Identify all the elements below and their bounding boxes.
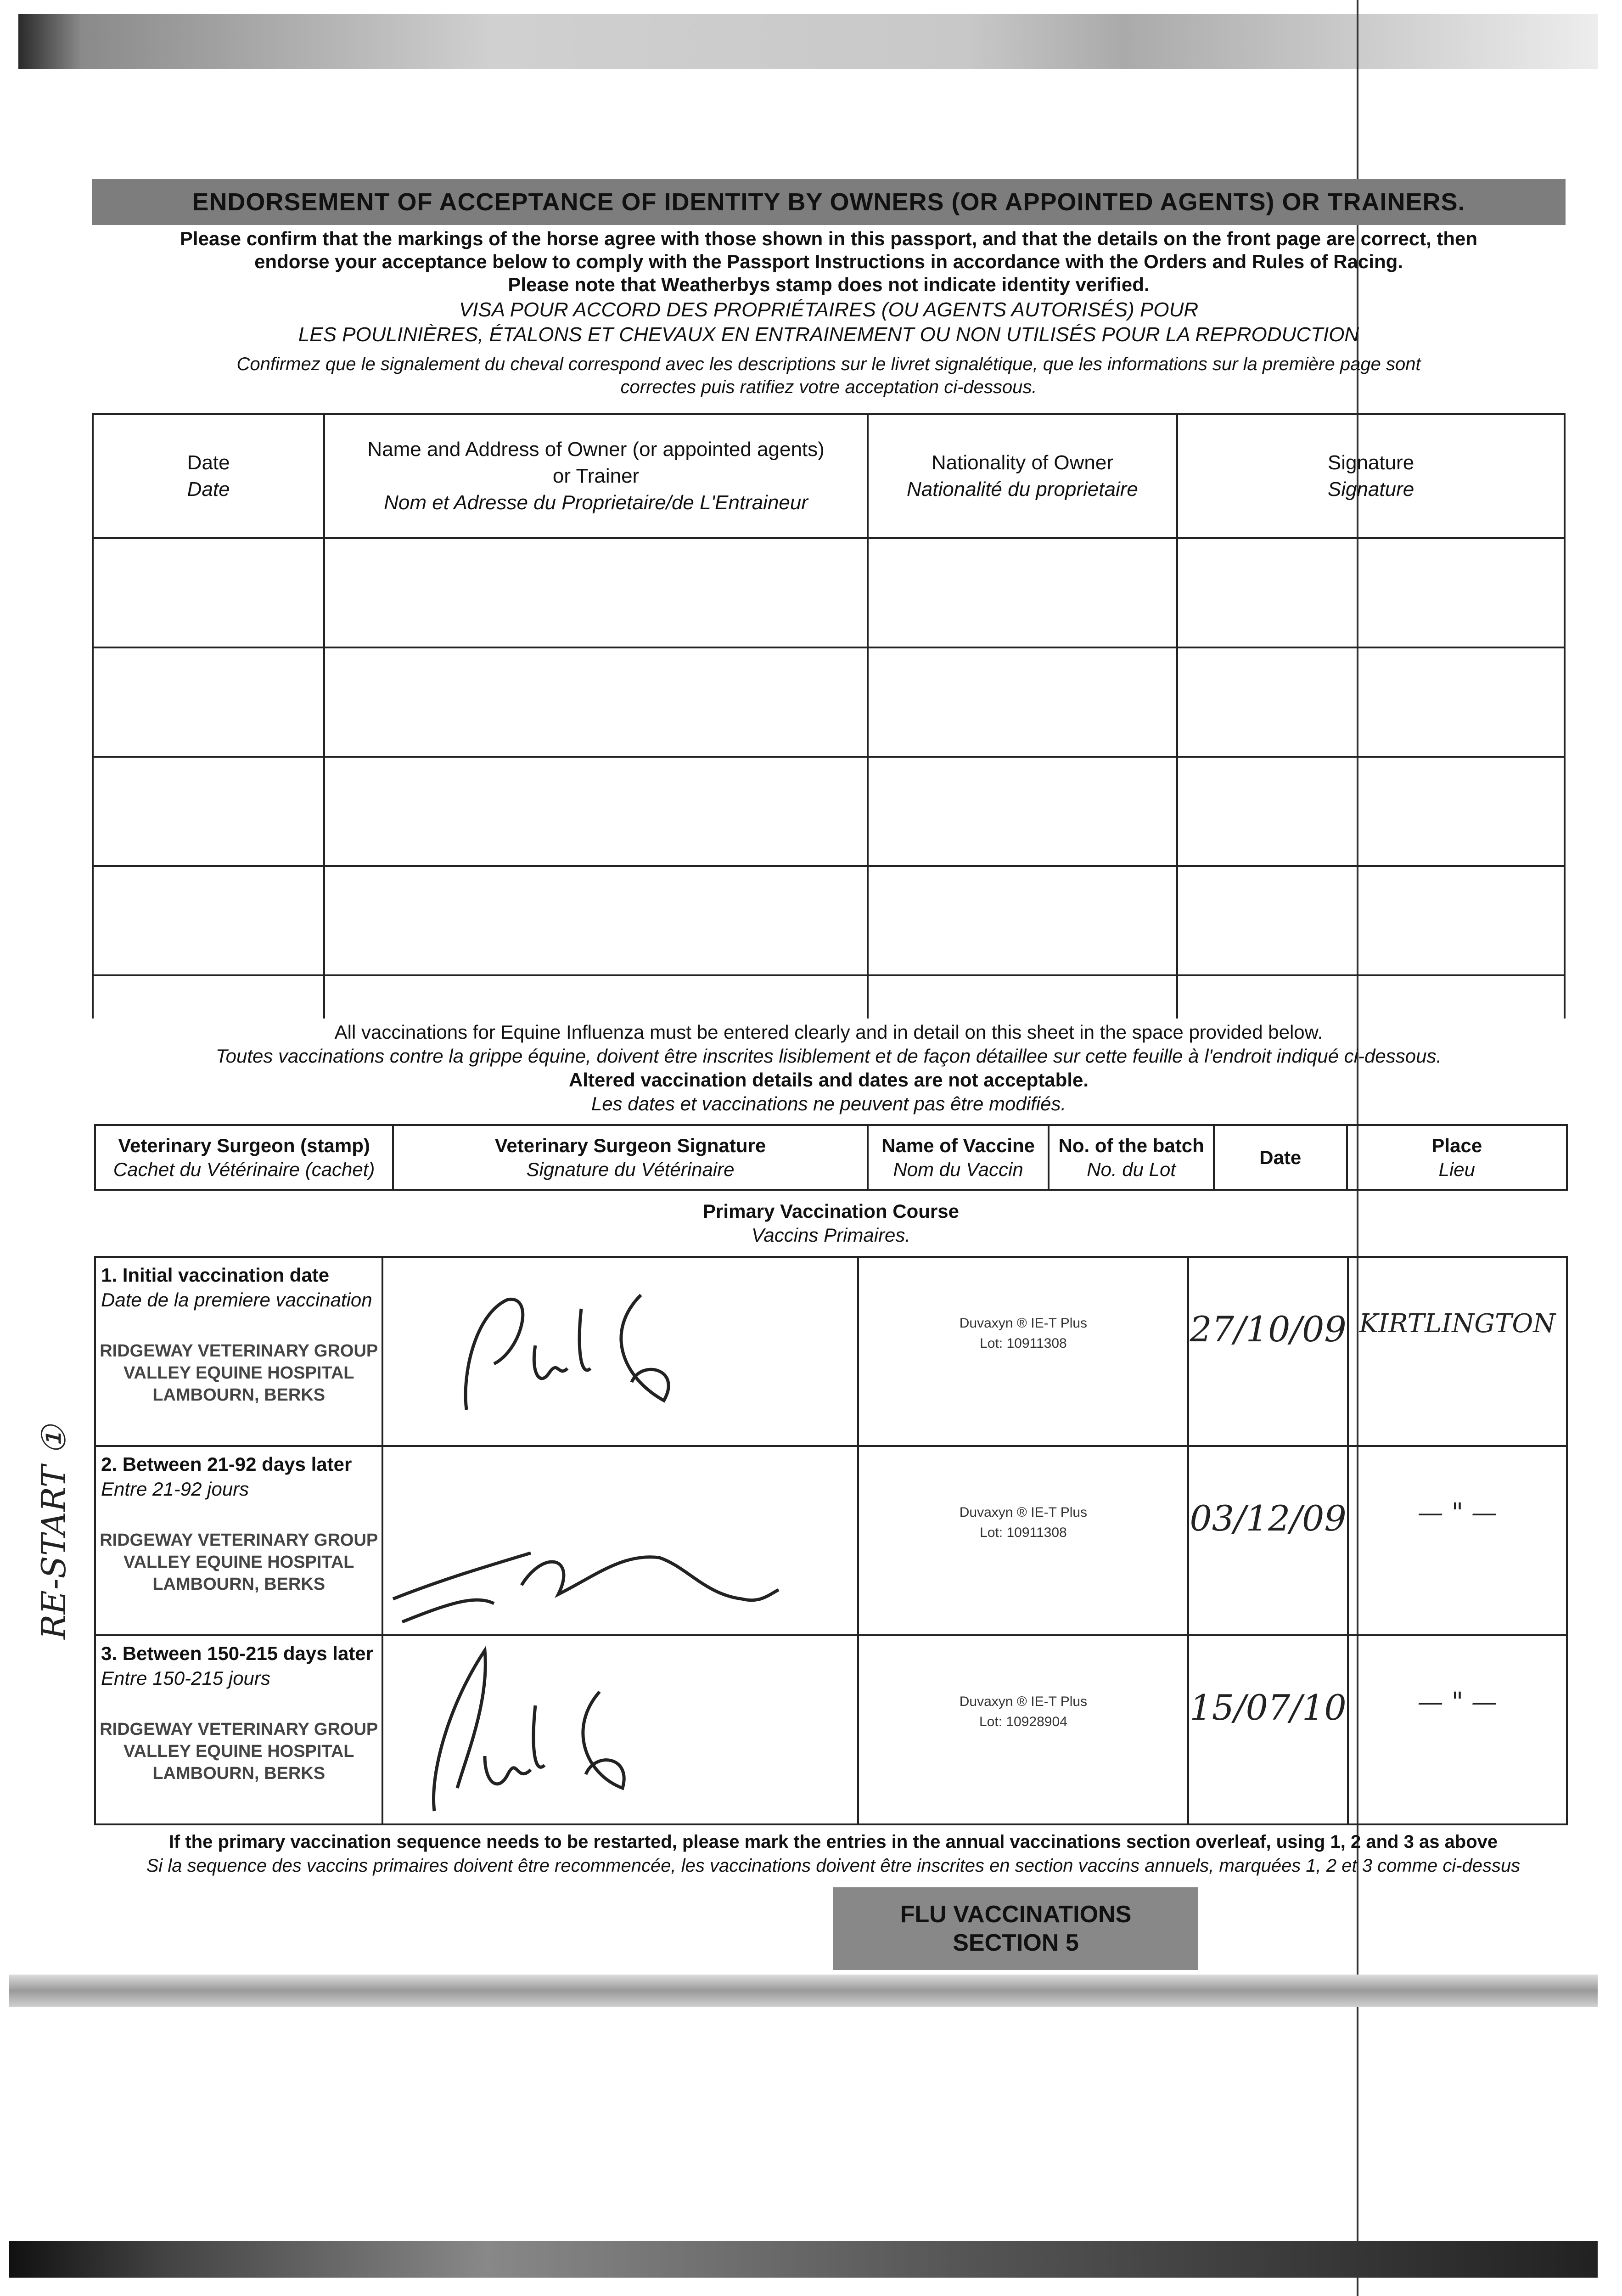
restart-handwritten-note: RE-START ①	[34, 1425, 73, 1639]
vet-stamp: RIDGEWAY VETERINARY GROUP VALLEY EQUINE HOSPITAL LAMBOURN, BERKS	[100, 1720, 378, 1783]
signature-scribble	[384, 1637, 857, 1818]
table-row	[93, 975, 1565, 1019]
vet-stamp: RIDGEWAY VETERINARY GROUP VALLEY EQUINE HOSPITAL LAMBOURN, BERKS	[100, 1341, 378, 1405]
signature-scribble	[384, 1447, 857, 1629]
cell-name[interactable]	[324, 757, 868, 866]
cell-signature[interactable]	[1177, 538, 1565, 647]
cell-signature[interactable]	[1177, 975, 1565, 1019]
vet-signature[interactable]	[382, 1635, 858, 1824]
table-row	[93, 538, 1565, 647]
cell-nationality[interactable]	[868, 866, 1177, 975]
cell-nationality[interactable]	[868, 647, 1177, 757]
cell-nationality[interactable]	[868, 757, 1177, 866]
vaccination-date: 27/10/09	[1190, 1309, 1347, 1350]
owners-table	[92, 413, 1566, 1019]
endorsement-title: ENDORSEMENT OF ACCEPTANCE OF IDENTITY BY OWNERS (OR APPOINTED AGENTS) OR TRAINERS.	[92, 179, 1566, 225]
table-row	[93, 866, 1565, 975]
vaccine-sticker: Duvaxyn ® IE-T Plus Lot: 10911308	[959, 1505, 1088, 1540]
col-nationality: Nationality of Owner Nationalité du proprietaire	[868, 414, 1177, 538]
cell-date[interactable]	[93, 866, 324, 975]
col-vet-stamp: Veterinary Surgeon (stamp) Cachet du Vétérinaire (cachet)	[95, 1125, 393, 1190]
col-vaccine-name: Name of Vaccine Nom du Vaccin	[868, 1125, 1049, 1190]
scan-bottom-bar	[9, 2241, 1598, 2278]
col-batch-no: No. of the batch No. du Lot	[1049, 1125, 1214, 1190]
owners-table-header	[93, 414, 1565, 538]
table-row: 3. Between 150-215 days later Entre 150-215 jours RIDGEWAY VETERINARY GROUP VALLEY EQUINE HOSPITAL LAMBOURN, BERKS Duvaxyn ® IE-T Plus Lot: 10928904 15/07/10 — " —	[95, 1635, 1567, 1824]
cell-nationality[interactable]	[868, 975, 1177, 1019]
table-row	[93, 757, 1565, 866]
table-row: 2. Between 21-92 days later Entre 21-92 jours RIDGEWAY VETERINARY GROUP VALLEY EQUINE HOSPITAL LAMBOURN, BERKS Duvaxyn ® IE-T Plus Lot: 10911308 03/12/09 — " —	[95, 1446, 1567, 1635]
title-fr: VISA POUR ACCORD DES PROPRIÉTAIRES (OU AGENTS AUTORISÉS) POUR LES POULINIÈRES, ÉTALONS ET CHEVAUX EN ENTRAINEMENT OU NON UTILISÉS POUR LA REPRODUCTION	[298, 298, 1359, 346]
cell-date[interactable]	[93, 975, 324, 1019]
vaccination-place: — " —	[1417, 1498, 1498, 1528]
vaccination-table-header	[94, 1124, 1568, 1191]
col-signature: Signature Signature	[1177, 414, 1565, 538]
scan-top-bar	[18, 14, 1598, 69]
cell-name[interactable]	[324, 975, 868, 1019]
table-row	[93, 647, 1565, 757]
cell-date[interactable]	[93, 647, 324, 757]
signature-scribble	[384, 1258, 857, 1440]
instructions-en: Please confirm that the markings of the horse agree with those shown in this passport, and that the details on the front page are correct, then endorse your acceptance below to comply with the Passport Instructions in accordance with the Orders and Rules of Racing. Please note that Weatherbys stamp does not indicate identity verified.	[180, 228, 1478, 295]
cell-name[interactable]	[324, 647, 868, 757]
cell-date[interactable]	[93, 757, 324, 866]
vet-stamp: RIDGEWAY VETERINARY GROUP VALLEY EQUINE HOSPITAL LAMBOURN, BERKS	[100, 1531, 378, 1594]
cell-name[interactable]	[324, 866, 868, 975]
col-date: Date Date	[93, 414, 324, 538]
scan-fold-band	[9, 1975, 1598, 2007]
vaccination-notes: All vaccinations for Equine Influenza must be entered clearly and in detail on this sheet in the space provided below. Toutes vaccinations contre la grippe équine, doivent être inscrites lisiblement et de façon détaillee sur cette feuille à l'endroit indiqué ci-dessous. Altered vaccination details and dates are not acceptable. Les dates et vaccinations ne peuvent pas être modifiés.	[215, 1021, 1442, 1114]
vaccination-place: — " —	[1417, 1687, 1498, 1717]
cell-nationality[interactable]	[868, 538, 1177, 647]
cell-date[interactable]	[93, 538, 324, 647]
col-date: Date	[1214, 1125, 1347, 1190]
vaccination-date: 03/12/09	[1190, 1498, 1347, 1539]
table-row: 1. Initial vaccination date Date de la premiere vaccination RIDGEWAY VETERINARY GROUP VALLEY EQUINE HOSPITAL LAMBOURN, BERKS Duvaxyn ® IE-T Plus Lot: 10911308 27/10/09 KIRTLINGTON	[95, 1257, 1567, 1446]
vaccination-table	[94, 1256, 1568, 1825]
col-vet-signature: Veterinary Surgeon Signature Signature du Vétérinaire	[393, 1125, 868, 1190]
vaccination-place: KIRTLINGTON	[1359, 1309, 1556, 1339]
cell-signature[interactable]	[1177, 647, 1565, 757]
vet-signature[interactable]	[382, 1257, 858, 1446]
instructions-fr: Confirmez que le signalement du cheval correspond avec les descriptions sur le livret signalétique, que les informations sur la première page sont correctes puis ratifiez votre acceptation ci-dessous.	[236, 354, 1421, 397]
cell-signature[interactable]	[1177, 866, 1565, 975]
cell-signature[interactable]	[1177, 757, 1565, 866]
vet-signature[interactable]	[382, 1446, 858, 1635]
col-name-address: Name and Address of Owner (or appointed agents) or Trainer Nom et Adresse du Proprietaire/de L'Entraineur	[324, 414, 868, 538]
primary-course-title: Primary Vaccination Course Vaccins Primaires.	[703, 1200, 959, 1246]
restart-instructions: If the primary vaccination sequence needs to be restarted, please mark the entries in the annual vaccinations section overleaf, using 1, 2 and 3 as above Si la sequence des vaccins primaires doivent être recommencée, les vaccinations doivent être inscrites en section vaccins annuels, marquées 1, 2 et 3 comme ci-dessus	[146, 1832, 1521, 1876]
section-label-box: FLU VACCINATIONS SECTION 5	[833, 1887, 1198, 1970]
vaccination-date: 15/07/10	[1190, 1687, 1347, 1728]
vaccine-sticker: Duvaxyn ® IE-T Plus Lot: 10911308	[959, 1316, 1088, 1351]
cell-name[interactable]	[324, 538, 868, 647]
col-place: Place Lieu	[1347, 1125, 1567, 1190]
vaccine-sticker: Duvaxyn ® IE-T Plus Lot: 10928904	[959, 1694, 1088, 1729]
